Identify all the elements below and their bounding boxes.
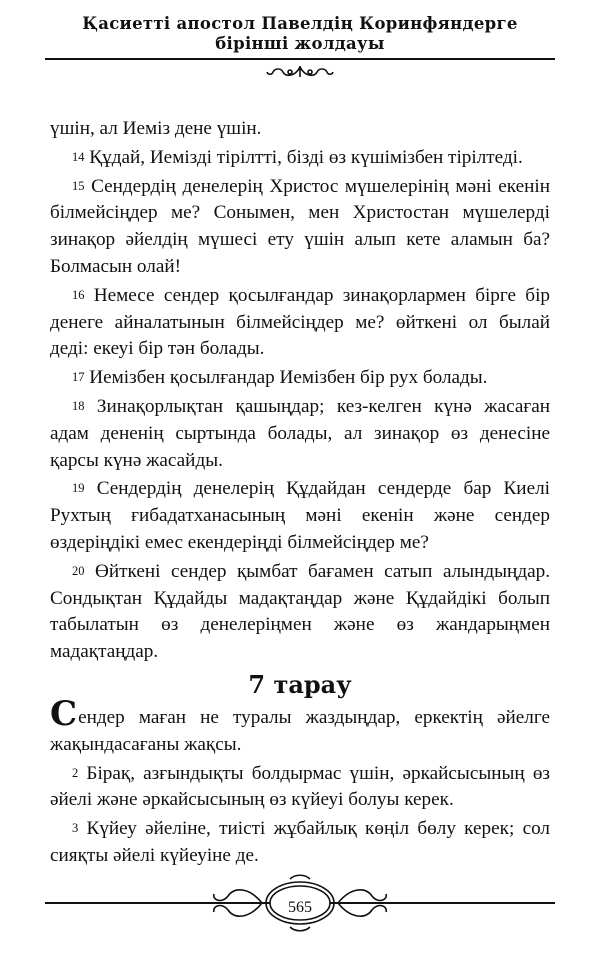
verse-number: 16 bbox=[72, 287, 85, 302]
verse-number: 14 bbox=[72, 149, 85, 164]
verse-number: 3 bbox=[72, 821, 79, 836]
page-content bbox=[50, 116, 550, 872]
verse-16 bbox=[50, 283, 550, 363]
verse-number: 18 bbox=[72, 398, 85, 413]
continuation-text: үшін, ал Иеміз дене үшін. bbox=[50, 118, 262, 139]
chapter-first-verse bbox=[50, 693, 550, 759]
header-ornament-icon bbox=[265, 65, 335, 79]
verse-number: 2 bbox=[72, 765, 79, 780]
verse-20 bbox=[50, 559, 550, 666]
verse-text: Немесе сендер қосылғандар зинақорлармен бірге бір денеге айналатынын білмейсіңдер ме? өйткені ол былай деді: екеуі бір тән болады. bbox=[50, 284, 550, 360]
drop-cap: С bbox=[50, 693, 78, 734]
verse-number: 17 bbox=[72, 370, 85, 385]
verse-19 bbox=[50, 476, 550, 556]
verse-text: ендер маған не туралы жаздыңдар, еркектің әйелге жақындасағаны жақсы. bbox=[50, 706, 550, 755]
verse-14 bbox=[50, 145, 550, 172]
verse-15 bbox=[50, 174, 550, 281]
verse-3 bbox=[50, 816, 550, 870]
header-title-line2: бірінші жолдауы bbox=[215, 34, 385, 53]
verse-text: Сендердің денелерің Христос мүшелерінің мәні екенін білмейсіңдер ме? Сонымен, мен Христостан мүшелерді зинақор әйелдің мүшесі ету үшін алып кете аламын ба? Болмасын олай! bbox=[50, 175, 551, 277]
header-rule bbox=[45, 58, 555, 60]
verse-text: Бірақ, азғындықты болдырмас үшін, әркайсысының өз әйелі және әркайсысының өз күйеуі болуы керек. bbox=[50, 762, 550, 811]
verse-text: Сендердің денелерің Құдайдан сендерде бар Киелі Рухтың ғибадатханасының мәні екенін және сендер өздеріңдікі емес екендеріңді білмейсіңдер ме? bbox=[50, 478, 550, 553]
verse-number: 19 bbox=[72, 481, 85, 496]
verse-18 bbox=[50, 394, 550, 474]
verse-2 bbox=[50, 761, 550, 815]
verse-number: 15 bbox=[72, 178, 85, 193]
page-number: 565 bbox=[288, 899, 312, 916]
verse-17 bbox=[50, 365, 550, 392]
header-title-line1: Қасиетті апостол Павелдің Коринфяндерге bbox=[82, 14, 518, 33]
verse-text: Құдай, Иемізді тірілтті, бізді өз күшімізбен тірілтеді. bbox=[89, 146, 523, 168]
verse-number: 20 bbox=[72, 563, 85, 578]
verse-text: Өйткені сендер қымбат бағамен сатып алындыңдар. Сондықтан Құдайды мадақтаңдар және Құдайдікі болып табылатын өз денелеріңмен және өз жандарыңмен мадақтаңдар. bbox=[50, 560, 550, 663]
verse-text: Күйеу әйеліне, тиісті жұбайлық көңіл бөлу керек; сол сияқты әйелі күйеуіне де. bbox=[50, 818, 551, 866]
verse-text: Зинақорлықтан қашыңдар; кез-келген күнә жасаған адам дененің сыртында болады, ал зинақор өз денесіне қарсы күнә жасайды. bbox=[50, 395, 550, 471]
verse-text: Иемізбен қосылғандар Иемізбен бір рух болады. bbox=[89, 367, 488, 389]
running-header bbox=[0, 14, 600, 54]
chapter-heading: 7 тарау bbox=[248, 669, 352, 699]
